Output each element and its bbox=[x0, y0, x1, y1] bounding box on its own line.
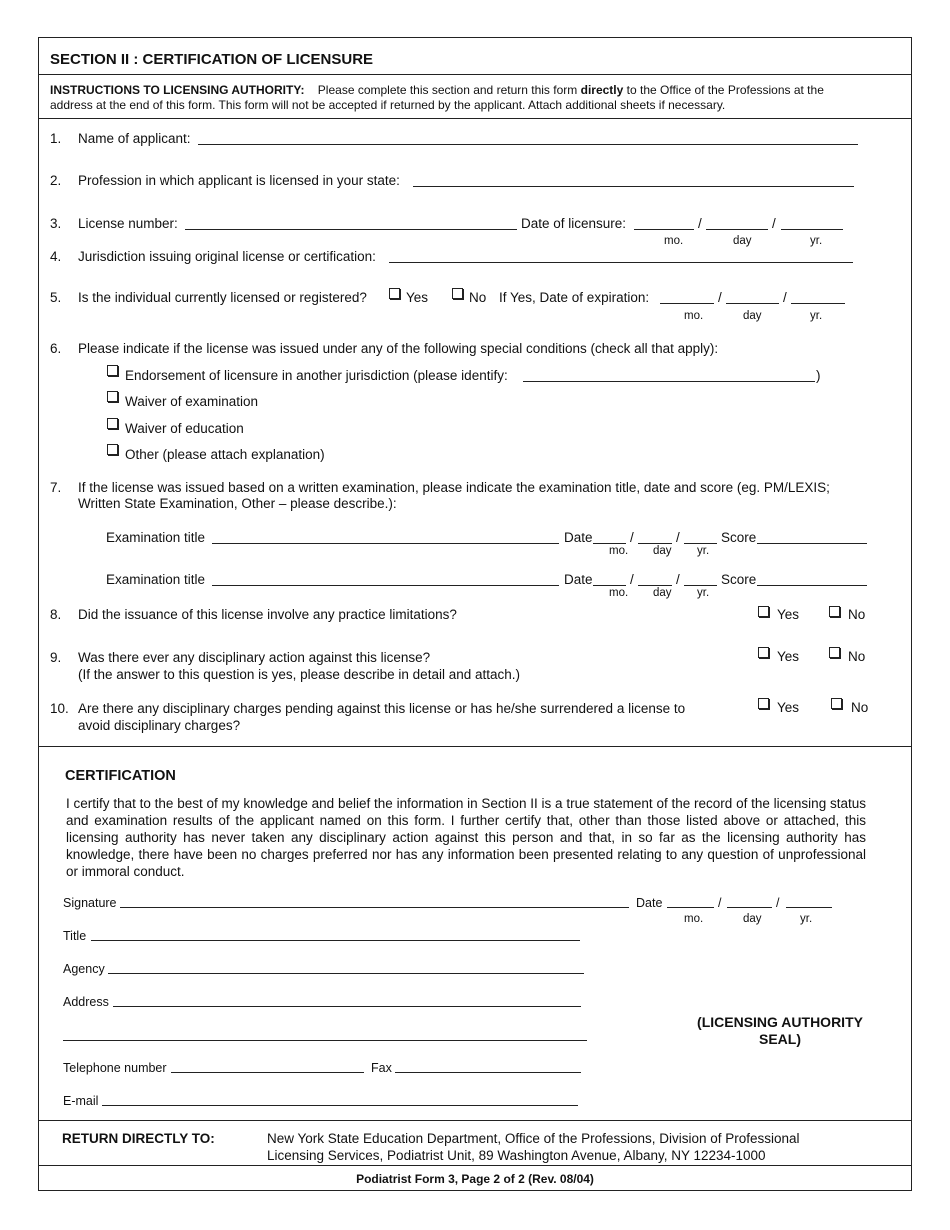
return-address-line1: New York State Education Department, Office of the Professions, Division of Professional bbox=[267, 1131, 800, 1146]
question-number: 1. bbox=[50, 131, 62, 146]
instructions-line2: address at the end of this form. This form will not be accepted if returned by the applicant. Attach additional sheets if necessary. bbox=[50, 98, 726, 112]
endorsement-label: Endorsement of licensure in another jurisdiction (please identify: bbox=[125, 368, 508, 383]
address-field[interactable] bbox=[113, 1006, 581, 1007]
certification-day-field[interactable] bbox=[727, 907, 772, 908]
instructions-emphasis: directly bbox=[580, 83, 624, 97]
year-caption: yr. bbox=[697, 545, 710, 557]
telephone-field[interactable] bbox=[171, 1072, 364, 1073]
year-caption: yr. bbox=[810, 235, 823, 247]
date-slash: / bbox=[772, 216, 776, 231]
question-number: 8. bbox=[50, 607, 62, 622]
practice-limitations-yes-checkbox[interactable] bbox=[758, 606, 769, 617]
return-address-line2: Licensing Services, Podiatrist Unit, 89 Washington Avenue, Albany, NY 12234-1000 bbox=[267, 1148, 766, 1163]
month-caption: mo. bbox=[609, 545, 629, 557]
date-slash: / bbox=[718, 290, 722, 305]
jurisdiction-label: Jurisdiction issuing original license or certification: bbox=[78, 249, 376, 264]
form-footer: Podiatrist Form 3, Page 2 of 2 (Rev. 08/04) bbox=[356, 1172, 594, 1186]
certification-year-field[interactable] bbox=[786, 907, 832, 908]
pending-charges-label-line2: avoid disciplinary charges? bbox=[78, 718, 241, 733]
yes-label: Yes bbox=[777, 700, 800, 715]
yes-label: Yes bbox=[777, 607, 800, 622]
fax-field[interactable] bbox=[395, 1072, 581, 1073]
other-checkbox[interactable] bbox=[107, 444, 118, 455]
question-number: 9. bbox=[50, 650, 62, 665]
divider bbox=[38, 1165, 912, 1166]
no-label: No bbox=[848, 607, 866, 622]
exam-title-label: Examination title bbox=[106, 572, 206, 587]
certification-statement: I certify that to the best of my knowledge and belief the information in Section II is a true statement of the record of the licensing status and examination results of the applicant named on this form. I further certify that, other than those listed above or attached, this licensing authority has never taken any disciplinary action against this person and that, in so far as the licensing authority has knowledge, there have been no charges preferred nor has any information been presented relating to any question of unprofessional or immoral conduct. bbox=[66, 796, 866, 879]
date-slash: / bbox=[776, 896, 780, 910]
licensure-month-field[interactable] bbox=[634, 229, 694, 230]
waiver-education-label: Waiver of education bbox=[125, 421, 244, 436]
date-slash: / bbox=[718, 896, 722, 910]
currently-licensed-no-checkbox[interactable] bbox=[452, 288, 463, 299]
month-caption: mo. bbox=[664, 235, 684, 247]
signature-field[interactable] bbox=[120, 907, 629, 908]
instructions-text: to the Office of the Professions at the bbox=[626, 83, 824, 97]
no-label: No bbox=[469, 290, 487, 305]
seal-label-line2: SEAL) bbox=[759, 1031, 801, 1047]
yes-label: Yes bbox=[406, 290, 429, 305]
license-number-label: License number: bbox=[78, 216, 178, 231]
jurisdiction-field[interactable] bbox=[389, 262, 853, 263]
certification-title: CERTIFICATION bbox=[65, 768, 176, 784]
year-caption: yr. bbox=[697, 587, 710, 599]
pending-charges-yes-checkbox[interactable] bbox=[758, 698, 769, 709]
exam-title-field[interactable] bbox=[212, 585, 559, 586]
telephone-label: Telephone number bbox=[63, 1061, 167, 1075]
date-slash: / bbox=[630, 530, 634, 545]
exam-score-field[interactable] bbox=[757, 585, 867, 586]
no-label: No bbox=[848, 649, 866, 664]
day-caption: day bbox=[743, 310, 762, 322]
licensure-year-field[interactable] bbox=[781, 229, 843, 230]
question-number: 3. bbox=[50, 216, 62, 231]
pending-charges-label: Are there any disciplinary charges pending against this license or has he/she surrendered a license to bbox=[78, 701, 686, 716]
return-label: RETURN DIRECTLY TO: bbox=[62, 1131, 215, 1146]
divider bbox=[38, 74, 912, 75]
licensure-date-label: Date of licensure: bbox=[521, 216, 627, 231]
disciplinary-action-no-checkbox[interactable] bbox=[829, 647, 840, 658]
certification-month-field[interactable] bbox=[667, 907, 714, 908]
other-label: Other (please attach explanation) bbox=[125, 447, 325, 462]
date-slash: / bbox=[783, 290, 787, 305]
instructions-label: INSTRUCTIONS TO LICENSING AUTHORITY: bbox=[50, 83, 305, 97]
month-caption: mo. bbox=[609, 587, 629, 599]
expiration-year-field[interactable] bbox=[791, 303, 845, 304]
day-caption: day bbox=[653, 545, 672, 557]
question-number: 4. bbox=[50, 249, 62, 264]
question-number: 7. bbox=[50, 480, 62, 495]
exam-date-label: Date bbox=[564, 572, 593, 587]
disciplinary-action-note: (If the answer to this question is yes, please describe in detail and attach.) bbox=[78, 667, 520, 682]
disciplinary-action-label: Was there ever any disciplinary action against this license? bbox=[78, 650, 431, 665]
exam-title-label: Examination title bbox=[106, 530, 206, 545]
address-label: Address bbox=[63, 995, 109, 1009]
exam-score-label: Score bbox=[721, 530, 757, 545]
year-caption: yr. bbox=[800, 913, 813, 925]
examination-question-line1: If the license was issued based on a written examination, please indicate the examination title, date and score (eg. PM/LEXIS; bbox=[78, 480, 830, 495]
expiration-day-field[interactable] bbox=[726, 303, 779, 304]
signature-label: Signature bbox=[63, 896, 117, 910]
question-number: 2. bbox=[50, 173, 62, 188]
date-slash: / bbox=[676, 530, 680, 545]
day-caption: day bbox=[653, 587, 672, 599]
expiration-month-field[interactable] bbox=[660, 303, 714, 304]
date-slash: / bbox=[698, 216, 702, 231]
certification-date-label: Date bbox=[636, 896, 663, 910]
expiration-date-label: If Yes, Date of expiration: bbox=[499, 290, 650, 305]
exam-score-label: Score bbox=[721, 572, 757, 587]
examination-question-line2: Written State Examination, Other – please describe.): bbox=[78, 496, 397, 511]
exam-score-field[interactable] bbox=[757, 543, 867, 544]
agency-label: Agency bbox=[63, 962, 105, 976]
applicant-name-label: Name of applicant: bbox=[78, 131, 191, 146]
email-field[interactable] bbox=[102, 1105, 578, 1106]
profession-label: Profession in which applicant is licensed in your state: bbox=[78, 173, 400, 188]
section-title: SECTION II : CERTIFICATION OF LICENSURE bbox=[50, 51, 374, 68]
licensure-day-field[interactable] bbox=[706, 229, 768, 230]
currently-licensed-label: Is the individual currently licensed or registered? bbox=[78, 290, 367, 305]
title-field[interactable] bbox=[91, 940, 580, 941]
agency-field[interactable] bbox=[108, 973, 584, 974]
date-slash: / bbox=[676, 572, 680, 587]
currently-licensed-yes-checkbox[interactable] bbox=[389, 288, 400, 299]
yes-label: Yes bbox=[777, 649, 800, 664]
question-number: 5. bbox=[50, 290, 62, 305]
exam-title-field[interactable] bbox=[212, 543, 559, 544]
seal-label-line1: (LICENSING AUTHORITY bbox=[697, 1014, 863, 1030]
pending-charges-no-checkbox[interactable] bbox=[831, 698, 842, 709]
date-slash: / bbox=[630, 572, 634, 587]
year-caption: yr. bbox=[810, 310, 823, 322]
close-paren: ) bbox=[816, 368, 821, 383]
question-number: 10. bbox=[50, 701, 69, 716]
month-caption: mo. bbox=[684, 310, 704, 322]
day-caption: day bbox=[743, 913, 762, 925]
practice-limitations-no-checkbox[interactable] bbox=[829, 606, 840, 617]
endorsement-jurisdiction-field[interactable] bbox=[523, 381, 815, 382]
applicant-name-field[interactable] bbox=[198, 144, 858, 145]
month-caption: mo. bbox=[684, 913, 704, 925]
divider bbox=[38, 1120, 912, 1121]
disciplinary-action-yes-checkbox[interactable] bbox=[758, 647, 769, 658]
profession-field[interactable] bbox=[413, 186, 854, 187]
no-label: No bbox=[851, 700, 869, 715]
instructions bbox=[50, 83, 870, 98]
fax-label: Fax bbox=[371, 1061, 392, 1075]
day-caption: day bbox=[733, 235, 752, 247]
question-number: 6. bbox=[50, 341, 62, 356]
divider bbox=[38, 746, 912, 747]
license-number-field[interactable] bbox=[185, 229, 517, 230]
special-conditions-label: Please indicate if the license was issued under any of the following special conditions (check all that apply): bbox=[78, 341, 719, 356]
exam-date-label: Date bbox=[564, 530, 593, 545]
practice-limitations-label: Did the issuance of this license involve any practice limitations? bbox=[78, 607, 457, 622]
endorsement-checkbox[interactable] bbox=[107, 365, 118, 376]
waiver-exam-label: Waiver of examination bbox=[125, 394, 259, 409]
title-label: Title bbox=[63, 929, 87, 943]
instructions-text: Please complete this section and return this form bbox=[317, 83, 578, 97]
divider bbox=[38, 118, 912, 119]
waiver-education-checkbox[interactable] bbox=[107, 418, 118, 429]
address-field-line2[interactable] bbox=[63, 1040, 587, 1041]
waiver-exam-checkbox[interactable] bbox=[107, 391, 118, 402]
email-label: E-mail bbox=[63, 1094, 99, 1108]
